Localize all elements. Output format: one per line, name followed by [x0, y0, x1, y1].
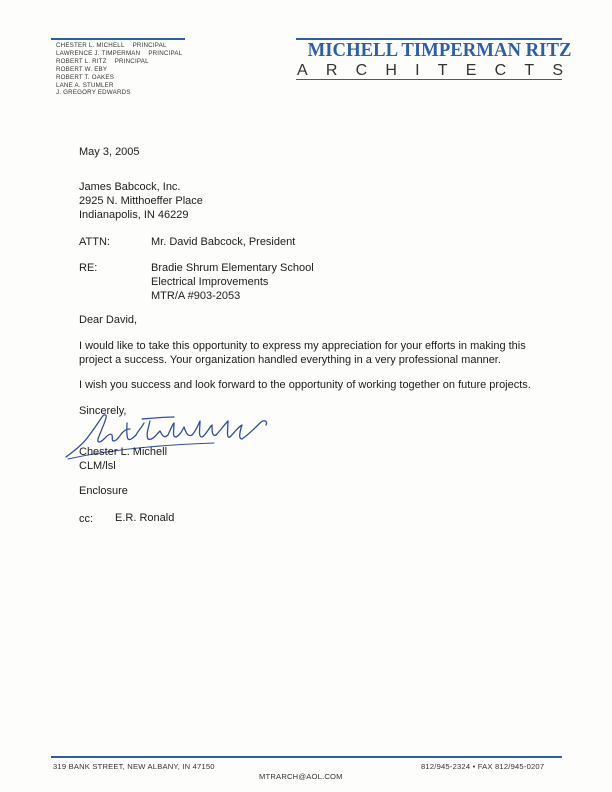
partner-row — [56, 89, 182, 97]
recipient-line: James Babcock, Inc. — [79, 181, 181, 193]
partner-row — [56, 66, 182, 74]
salutation: Dear David, — [79, 314, 138, 326]
footer-email: MTRARCH@AOL.COM — [259, 772, 343, 781]
recipient-line: Indianapolis, IN 46229 — [79, 209, 189, 221]
partner-name: ROBERT T. OAKES — [56, 73, 115, 81]
firm-subtitle: ARCHITECTS — [297, 62, 582, 79]
re-subject — [151, 261, 314, 303]
re-label: RE: — [79, 262, 98, 274]
footer-rule — [51, 756, 562, 758]
header-rule-left — [51, 38, 185, 40]
typist-initials: CLM/lsl — [79, 460, 116, 472]
partner-title: PRINCIPAL — [114, 57, 149, 65]
firm-name: MICHELL TIMPERMAN RITZ — [307, 40, 572, 61]
partner-row — [56, 58, 182, 66]
partner-title: PRINCIPAL — [148, 49, 183, 57]
partner-name: LANE A. STUMLER — [56, 81, 114, 89]
cc-label: cc: — [79, 513, 94, 525]
partner-title: PRINCIPAL — [132, 42, 167, 49]
cc-value: E.R. Ronald — [115, 512, 175, 524]
partner-name: ROBERT W. EBY — [56, 65, 108, 73]
partner-row — [56, 50, 182, 58]
partner-row — [56, 74, 182, 82]
body-paragraph: I would like to take this opportunity to express my appreciation for your efforts in making this project a success. Your organization handled everything in a very professional manner. — [79, 340, 526, 366]
re-line: Bradie Shrum Elementary School — [151, 262, 314, 274]
footer-address: 319 BANK STREET, NEW ALBANY, IN 47150 — [53, 762, 215, 771]
recipient-line: 2925 N. Mitthoeffer Place — [79, 195, 203, 207]
attn-label: ATTN: — [79, 236, 110, 248]
body-paragraph: I wish you success and look forward to the opportunity of working together on future projects. — [79, 379, 531, 391]
partner-name: J. GREGORY EDWARDS — [56, 89, 131, 97]
attn-value: Mr. David Babcock, President — [151, 236, 296, 248]
footer-phone-fax: 812/945-2324 • FAX 812/945-0207 — [421, 762, 545, 771]
partner-name: CHESTER L. MICHELL — [56, 42, 125, 49]
partner-list — [56, 42, 182, 97]
firm-name-underline — [296, 79, 562, 80]
re-line: MTR/A #903-2053 — [151, 290, 241, 302]
partner-row — [56, 82, 182, 90]
enclosure-note: Enclosure — [79, 485, 128, 497]
partner-name: ROBERT L. RITZ — [56, 57, 107, 65]
partner-name: LAWRENCE J. TIMPERMAN — [56, 49, 141, 57]
signer-name: Chester L. Michell — [79, 446, 168, 458]
closing: Sincerely, — [79, 405, 127, 417]
letter-date: May 3, 2005 — [79, 146, 140, 158]
partner-row — [56, 42, 182, 50]
recipient-address — [79, 180, 203, 222]
re-line: Electrical Improvements — [151, 276, 269, 288]
